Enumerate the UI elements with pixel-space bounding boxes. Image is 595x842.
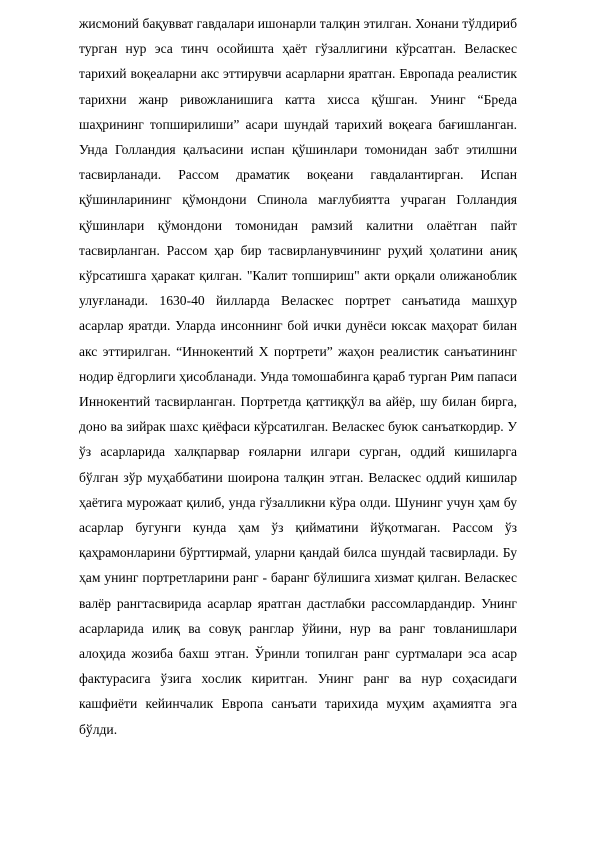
body-paragraph: жисмоний бақувват гавдалари ишонарли талқин этилган. Хонани тўлдириб турган нур эса тинч осойишта ҳаёт гўзаллигини кўрсатган. Веласкес тарихий воқеаларни акс эттирувчи асарларни яратган. Европада реалистик тарихни жанр ривожланишига катта хисса қўшган. Унинг “Бреда шаҳрининг топширилиши” асари шундай тарихий воқеага бағишланган. Унда Голландия қалъасини испан қўшинлари томонидан забт этилшни тасвирланади. Рассом драматик воқеани гавдалантирган. Испан қўшинларининг қўмондони Спинола мағлубиятта учраган Голландия қўшинлари қўмондони томонидан рамзий калитни олаётган пайт тасвирланган. Рассом ҳар бир тасвирланувчининг руҳий ҳолатини аниқ кўрсатишга ҳаракат қилган. "Калит топшириш" акти орқали олижаноблик улуғланади. 1630-40 йилларда Веласкес портрет санъатида машҳур асарлар яратди. Уларда инсоннинг бой ички дунёси юксак маҳорат билан акс эттирилган. “Иннокентий X портрети” жаҳон реалистик санъатининг нодир ёдгорлиги ҳисобланади. Унда томошабинга қараб турган Рим папаси Иннокентий тасвирланган. Портретда қаттиққўл ва айёр, шу билан бирга, доно ва зийрак шахс қиёфаси кўрсатилган. Веласкес буюк санъаткордир. У ўз асарларида халқпарвар ғояларни илгари сурган, оддий кишиларга бўлган зўр муҳаббатини шоирона талқин этган. Веласкес оддий кишилар ҳаётига мурожаат қилиб, унда гўзалликни кўра олди. Шунинг учун ҳам бу асарлар бугунги кунда ҳам ўз қийматини йўқотмаган. Рассом ўз қаҳрамонларини бўрттирмай, уларни қандай билса шундай тасвирлади. Бу ҳам унинг портретларини ранг - баранг бўлишига хизмат қилган. Веласкес валёр рангтасвирида асарлар яратган дастлабки рассомлардандир. Унинг асарларида илиқ ва совуқ ранглар ўйини, нур ва ранг товланишлари алоҳида жозиба бахш этган. Ўринли топилган ранг суртмалари эса асар фактурасига ўзига хослик киритган. Унинг ранг ва нур соҳасидаги кашфиёти кейинчалик Европа санъати тарихида муҳим аҳамиятга эга бўлди. <box>79 16 517 737</box>
